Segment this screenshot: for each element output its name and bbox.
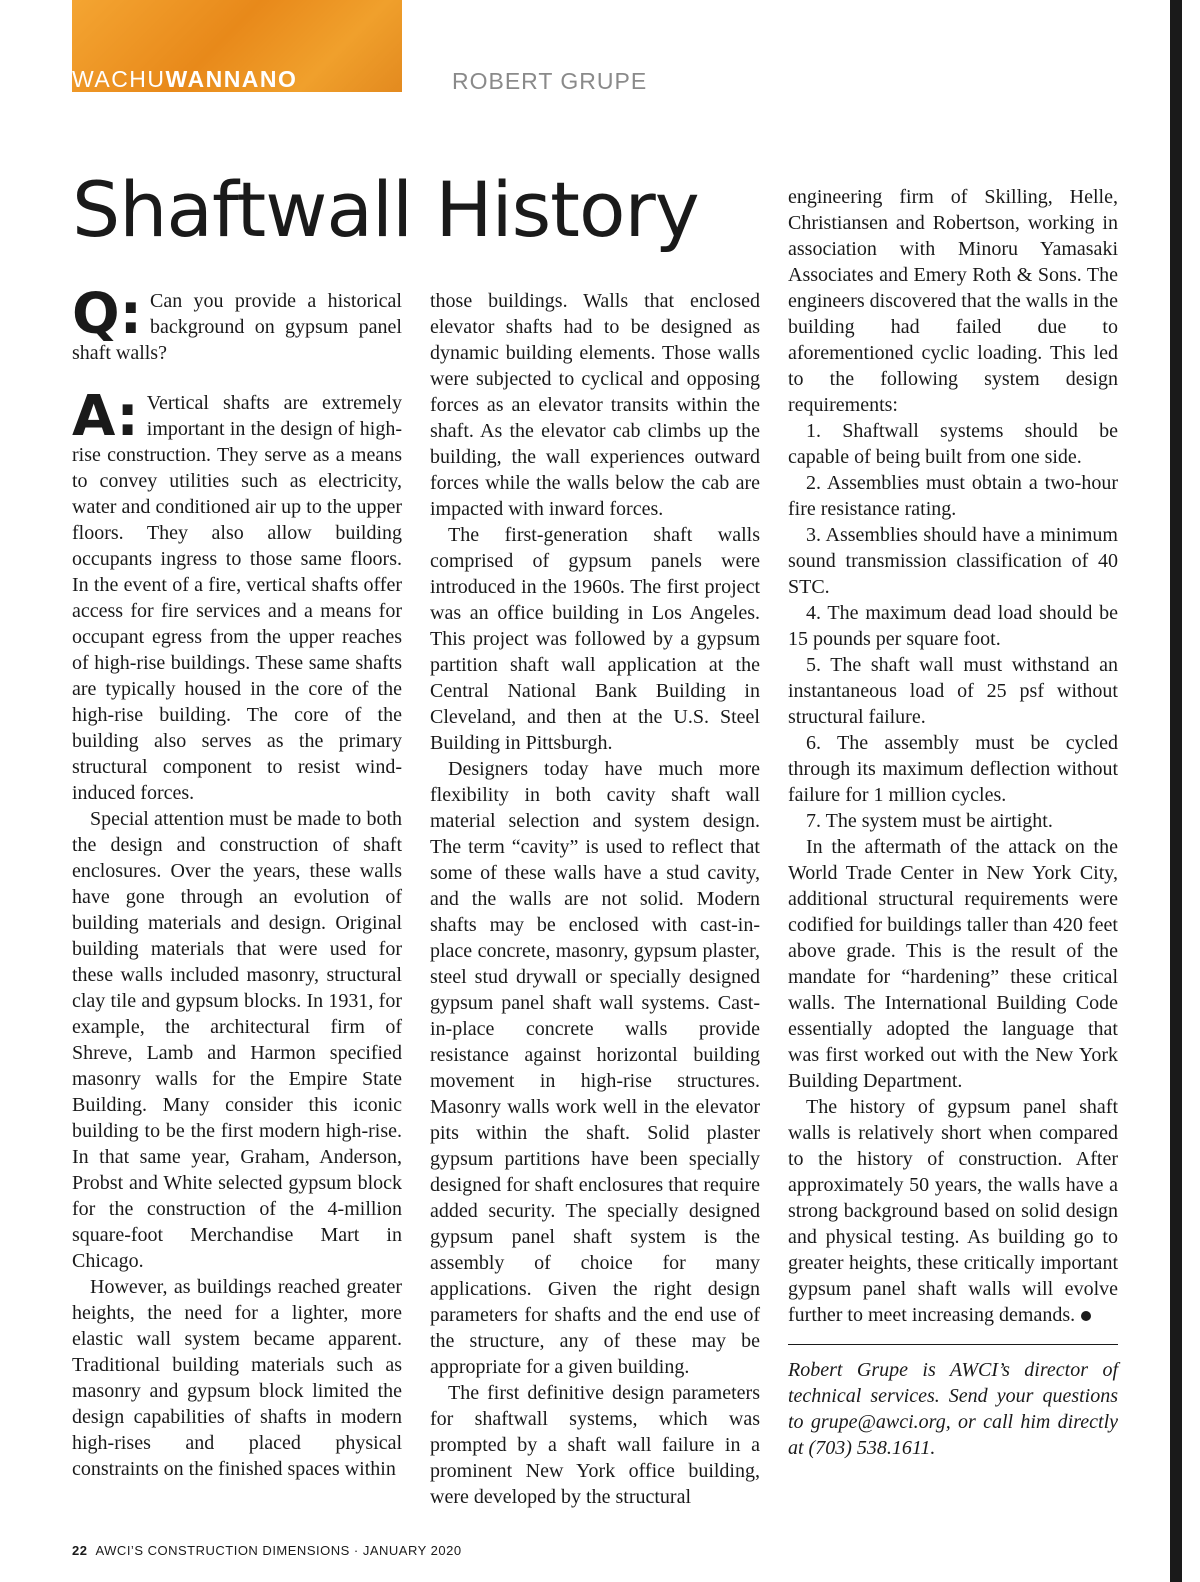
page-edge-bar xyxy=(1170,0,1182,1582)
end-of-article-dot-icon xyxy=(1081,1311,1091,1321)
paragraph-special: Special attention must be made to both the design and construction of shaft enclosures. Over the years, these walls have gone through an evolution of building materials and design. Original building materials that were used for these walls included masonry, structural clay tile and gypsum blocks. In 1931, for example, the architectural firm of Shreve, Lamb and Harmon specified masonry walls for the Empire State Building. Many consider this iconic building to be the first modern high-rise. In that same year, Graham, Anderson, Probst and White selected gypsum block for the construction of the 4-million square-foot Merchandise Mart in Chicago. xyxy=(72,808,402,1272)
bio-divider xyxy=(788,1344,1118,1345)
requirement-item: 2. Assemblies must obtain a two-hour fire resistance rating. xyxy=(788,472,1118,520)
column-2 xyxy=(430,288,760,1510)
requirement-item: 3. Assemblies should have a minimum sound transmission classification of 40 STC. xyxy=(788,524,1118,598)
q-dropcap: Q: xyxy=(72,282,142,347)
page-number: 22 xyxy=(72,1543,88,1558)
answer-text: Vertical shafts are extremely important in the design of high-rise construction. They serve as a means to convey utilities such as electricity, water and conditioned air up to the upper floors. They also allow building occupants ingress to those same floors. In the event of a fire, vertical shafts offer access for fire services and a means for occupant egress from the upper reaches of high-rise buildings. These same shafts are typically housed in the core of the high-rise building. The core of the building also serves as the primary structural component to resist wind-induced forces. xyxy=(72,392,402,804)
answer-paragraph xyxy=(72,384,402,806)
section-header-band xyxy=(72,0,402,92)
author-bio: Robert Grupe is AWCI’s director of technical services. Send your questions to grupe@awci.org, or call him directly at (703) 538.1611. xyxy=(788,1359,1118,1459)
article-title: Shaftwall History xyxy=(72,165,699,254)
question-text: Can you provide a historical background on gypsum panel shaft walls? xyxy=(72,290,402,364)
page-footer xyxy=(72,1543,462,1558)
paragraph-aftermath: In the aftermath of the attack on the World Trade Center in New York City, additional structural requirements were codified for buildings taller than 420 feet above grade. This is the result of the mandate for “hardening” these critical walls. The International Building Code essentially adopted the language that was first worked out with the New York Building Department. xyxy=(788,836,1118,1092)
paragraph-definitive-cont: engineering firm of Skilling, Helle, Christiansen and Robertson, working in association with Minoru Yamasaki Associates and Emery Roth & Sons. The engineers discovered that the walls in the building had failed due to aforementioned cyclic loading. This led to the following system design requirements: xyxy=(788,186,1118,416)
section-label-bold: WANNANO xyxy=(165,66,298,92)
author-name: ROBERT GRUPE xyxy=(452,68,648,94)
requirement-item: 1. Shaftwall systems should be capable of being built from one side. xyxy=(788,420,1118,468)
paragraph-designers: Designers today have much more flexibility in both cavity shaft wall material selection and system design. The term “cavity” is used to reflect that some of these walls have a stud cavity, and the walls are not solid. Modern shafts may be enclosed with cast-in-place concrete, masonry, gypsum plaster, steel stud drywall or specially designed gypsum panel shaft wall systems. Cast-in-place concrete walls provide resistance against horizontal building movement in high-rise structures. Masonry walls work well in the elevator pits within the shaft. Solid plaster gypsum partitions have been specially designed for shaft enclosures that require added security. The specially designed gypsum panel shaft system is the assembly of choice for many applications. Given the right design parameters for shafts and the end use of the structure, any of these may be appropriate for a given building. xyxy=(430,758,760,1378)
paragraph-however-cont: those buildings. Walls that enclosed elevator shafts had to be designed as dynamic building elements. Those walls were subjected to cyclical and opposing forces as an elevator transits within the shaft. As the elevator cab climbs up the building, the wall experiences outward forces while the walls below the cab are impacted with inward forces. xyxy=(430,290,760,520)
question-paragraph xyxy=(72,282,402,366)
column-1 xyxy=(72,282,402,1482)
requirement-item: 6. The assembly must be cycled through its maximum deflection without failure for 1 million cycles. xyxy=(788,732,1118,806)
requirement-item: 7. The system must be airtight. xyxy=(806,810,1053,832)
publication-line: AWCI’S CONSTRUCTION DIMENSIONS · JANUARY 2020 xyxy=(95,1543,462,1558)
column-3 xyxy=(788,184,1118,1461)
paragraph-first-gen: The first-generation shaft walls comprised of gypsum panels were introduced in the 1960s. The first project was an office building in Los Angeles. This project was followed by a gypsum partition shaft wall application at the Central National Bank Building in Cleveland, and then at the U.S. Steel Building in Pittsburgh. xyxy=(430,524,760,754)
paragraph-however: However, as buildings reached greater heights, the need for a lighter, more elastic wall system became apparent. Traditional building materials such as masonry and gypsum block limited the design capabilities of shafts in modern high-rises and placed physical constraints on the finished spaces within xyxy=(72,1276,402,1480)
history-text: The history of gypsum panel shaft walls is relatively short when compared to the history of construction. After approximately 50 years, the walls have a strong background based on solid design and physical testing. As building go to greater heights, these critically important gypsum panel shaft walls will evolve further to meet increasing demands. xyxy=(788,1096,1118,1326)
section-label-light: WACHU xyxy=(72,66,166,92)
a-dropcap: A: xyxy=(72,384,139,449)
requirement-item: 4. The maximum dead load should be 15 pounds per square foot. xyxy=(788,602,1118,650)
paragraph-history xyxy=(788,1094,1118,1328)
section-label xyxy=(72,68,297,91)
paragraph-definitive: The first definitive design parameters for shaftwall systems, which was prompted by a shaft wall failure in a prominent New York office building, were developed by the structural xyxy=(430,1382,760,1508)
requirement-item: 5. The shaft wall must withstand an instantaneous load of 25 psf without structural failure. xyxy=(788,654,1118,728)
